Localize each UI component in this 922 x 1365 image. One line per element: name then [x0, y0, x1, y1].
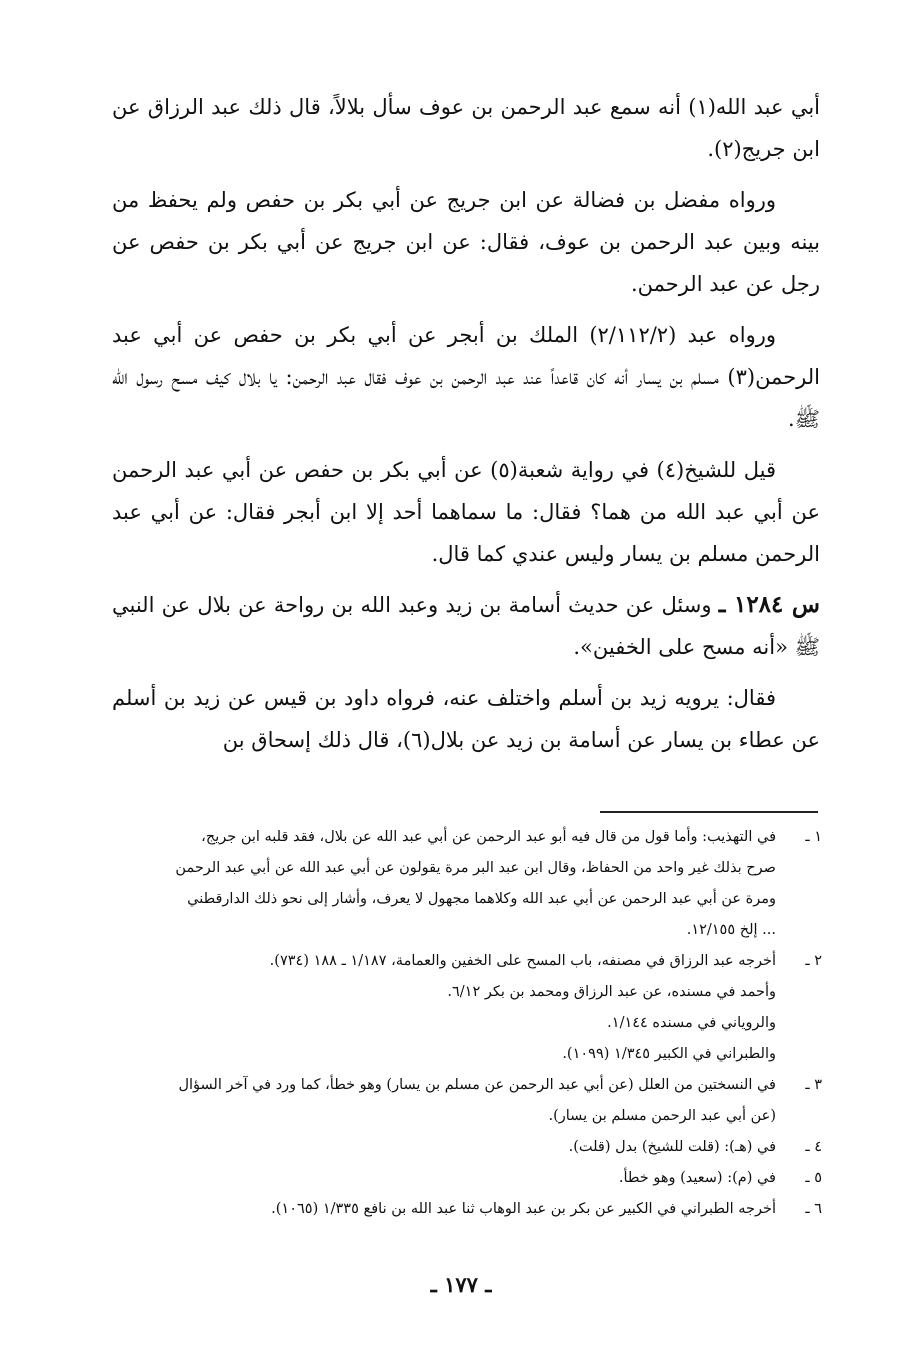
- footnote-line: في النسختين من العلل (عن أبي عبد الرحمن عن مسلم بن يسار) وهو خطأ، كما ورد في آخر السؤال: [178, 1077, 776, 1093]
- main-text: [112, 86, 820, 770]
- answer-paragraph: فقال: يرويه زيد بن أسلم واختلف عنه، فرواه داود بن قيس عن زيد بن أسلم عن عطاء بن يسار عن أسامة بن زيد عن بلال(٦)، قال ذلك إسحاق بن: [112, 686, 820, 752]
- footnote-number: ٥ ـ: [805, 1170, 822, 1186]
- footnote-body: [112, 1163, 776, 1194]
- paragraph-4: قيل للشيخ(٤) في رواية شعبة(٥) عن أبي بكر بن حفص عن أبي عبد الرحمن عن أبي عبد الله من هما؟ فقال: ما سماهما أحد إلا ابن أبجر فقال: عن أبي عبد الرحمن مسلم بن يسار وليس عندي كما قال.: [112, 458, 820, 566]
- footnote-number: ١ ـ: [805, 829, 822, 845]
- footnote-2: [112, 946, 822, 1070]
- footnote-number: ٣ ـ: [805, 1077, 822, 1093]
- footnote-body: [112, 1132, 776, 1163]
- footnote-5: [112, 1163, 822, 1194]
- footnote-line: ومرة عن أبي عبد الرحمن عن أبي عبد الله وكلاهما مجهول لا يعرف، وأشار إلى نحو ذلك الدارقطني: [187, 891, 776, 907]
- footnote-line: وأحمد في مسنده، عن عبد الرزاق ومحمد بن بكر ٦/١٢.: [447, 984, 776, 1000]
- footnote-3: [112, 1070, 822, 1132]
- footnote-number: ٦ ـ: [805, 1201, 822, 1217]
- paragraph-3: ورواه عبد (٢/١١٢/٢) الملك بن أبجر عن أبي بكر بن حفص عن أبي عبد الرحمن(٣) مسلم بن يسار أنه كان قاعداً عند عبد الرحمن بن عوف فقال عبد الرحمن: يا بلال كيف مسح رسول الله ﷺ.: [112, 323, 820, 431]
- footnote-number: ٢ ـ: [805, 953, 822, 969]
- footnote-number: ٤ ـ: [805, 1139, 822, 1155]
- paragraph-1: أبي عبد الله(١) أنه سمع عبد الرحمن بن عوف سأل بلالاً، قال ذلك عبد الرزاق عن ابن جريج(٢).: [112, 95, 820, 161]
- footnote-body: [112, 1194, 776, 1225]
- footnote-line: أخرجه الطبراني في الكبير عن بكر بن عبد الوهاب ثنا عبد الله بن نافع ١/٣٣٥ (١٠٦٥).: [271, 1201, 776, 1217]
- paragraph-2: ورواه مفضل بن فضالة عن ابن جريج عن أبي بكر بن حفص ولم يحفظ من بينه وبين عبد الرحمن بن عوف، فقال: عن ابن جريج عن أبي بكر بن حفص عن رجل عن عبد الرحمن.: [112, 188, 820, 296]
- footnote-line: صرح بذلك غير واحد من الحفاظ، وقال ابن عبد البر مرة يقولون عن أبي عبد الله عن أبي عبد الرحمن: [175, 860, 776, 876]
- footnote-line: (عن أبي عبد الرحمن مسلم بن يسار).: [548, 1108, 776, 1124]
- footnote-body: [112, 822, 776, 946]
- page-number: ـ ١٧٧ ـ: [430, 1272, 492, 1297]
- footnote-line: أخرجه عبد الرزاق في مصنفه، باب المسح على الخفين والعمامة، ١/١٨٧ ـ ١٨٨ (٧٣٤).: [269, 953, 776, 969]
- footnote-line: ... إلخ ١٢/١٥٥.: [686, 922, 776, 938]
- footnote-divider: [600, 811, 818, 813]
- footnote-line: في (م): (سعيد) وهو خطأ.: [618, 1170, 776, 1186]
- question-text: وسئل عن حديث أسامة بن زيد وعبد الله بن رواحة عن بلال عن النبي ﷺ «أنه مسح على الخفين».: [112, 593, 820, 659]
- question-number: س ١٢٨٤ ـ: [718, 591, 820, 618]
- footnote-line: في التهذيب: وأما قول من قال فيه أبو عبد الرحمن عن أبي عبد الله عن بلال، فقد قلبه ابن جريج،: [201, 829, 776, 845]
- question-paragraph: [112, 584, 820, 668]
- footnote-body: [112, 1070, 776, 1132]
- footnote-body: [112, 946, 776, 1070]
- footnote-line: والطبراني في الكبير ١/٣٤٥ (١٠٩٩).: [562, 1046, 776, 1062]
- footnotes: [112, 822, 822, 1225]
- footnote-1: [112, 822, 822, 946]
- footnote-4: [112, 1132, 822, 1163]
- footnote-6: [112, 1194, 822, 1225]
- footnote-line: والروياني في مسنده ١/١٤٤.: [607, 1015, 776, 1031]
- footnote-line: في (هـ): (قلت للشيخ) بدل (قلت).: [568, 1139, 776, 1155]
